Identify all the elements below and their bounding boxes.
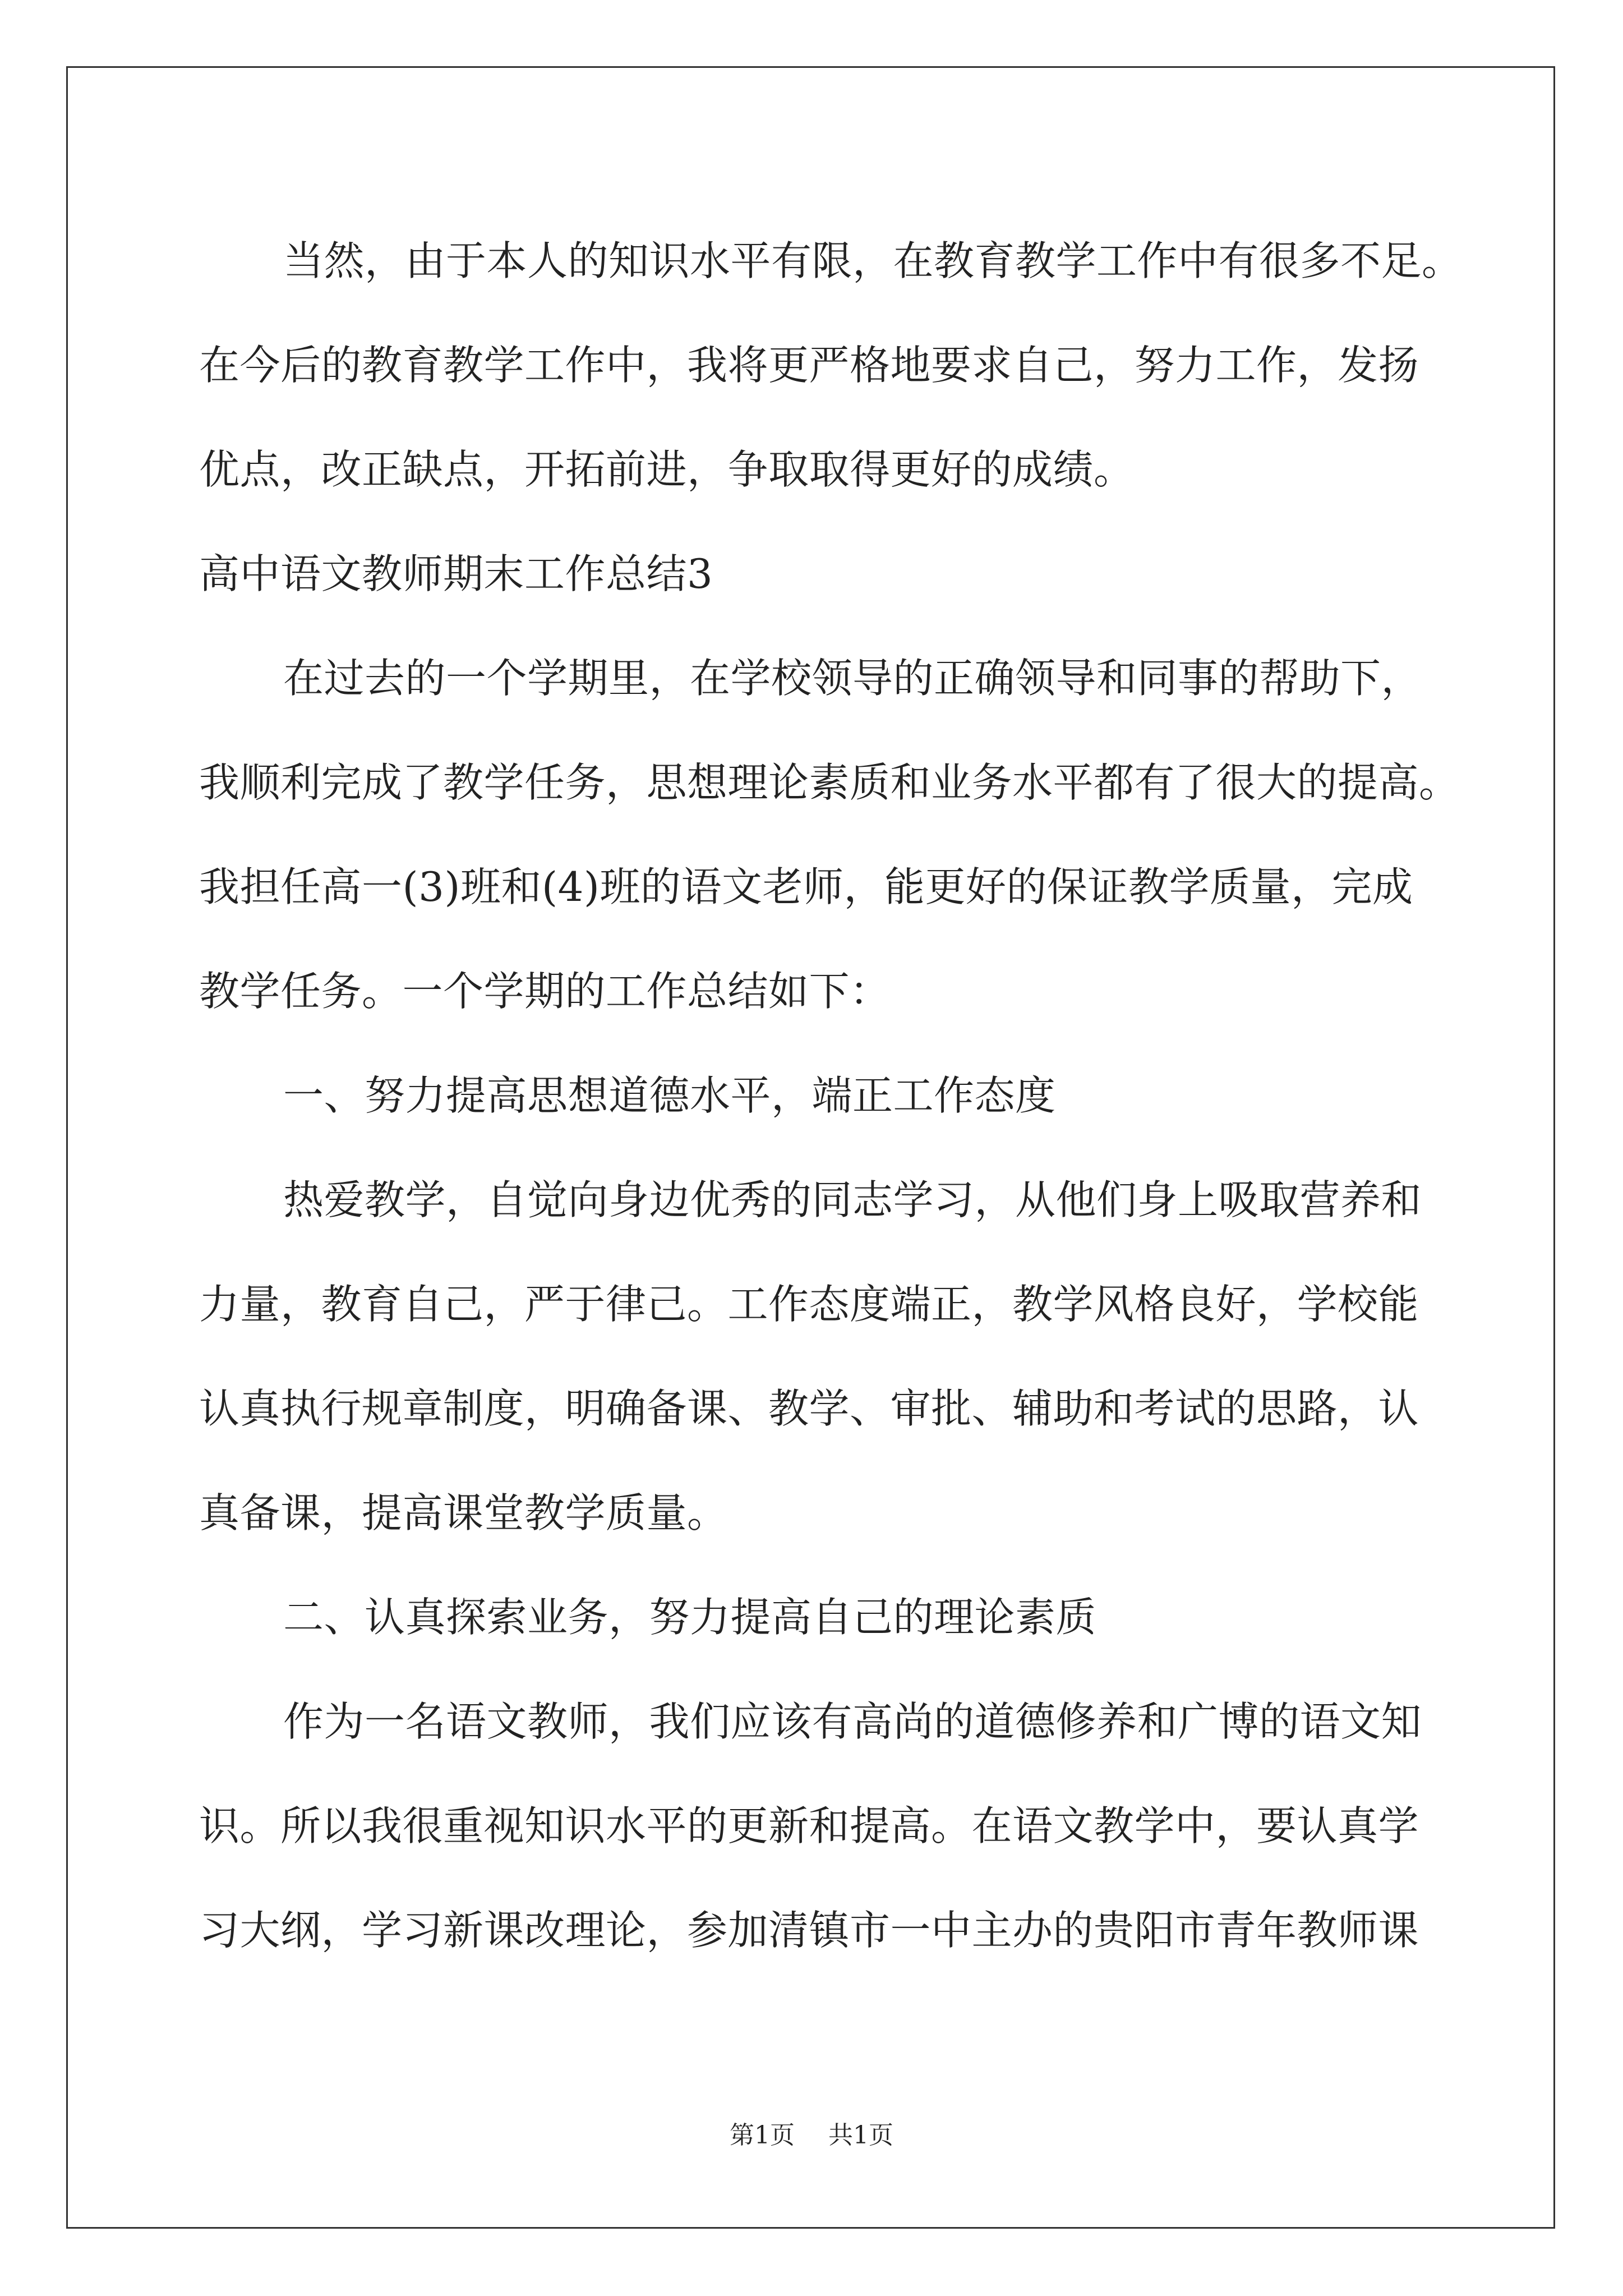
subheading: 一、努力提高思想道德水平，端正工作态度 bbox=[283, 1072, 1056, 1119]
text-line: 作为一名语文教师，我们应该有高尚的道德修养和广博的语文知 bbox=[283, 1698, 1422, 1745]
text-line: 在过去的一个学期里，在学校领导的正确领导和同事的帮助下， bbox=[283, 655, 1422, 702]
page-footer bbox=[0, 2115, 1623, 2151]
text-line: 热爱教学，自觉向身边优秀的同志学习，从他们身上吸取营养和 bbox=[283, 1176, 1422, 1223]
text-line: 教学任务。一个学期的工作总结如下： bbox=[199, 968, 891, 1015]
subheading: 二、认真探索业务，努力提高自己的理论素质 bbox=[283, 1594, 1097, 1641]
section-heading: 高中语文教师期末工作总结3 bbox=[199, 550, 713, 597]
text-line: 力量，教育自己，严于律己。工作态度端正，教学风格良好，学校能 bbox=[199, 1281, 1419, 1328]
page-total: 共1页 bbox=[828, 2121, 893, 2150]
text-line: 习大纲，学习新课改理论，参加清镇市一中主办的贵阳市青年教师课 bbox=[199, 1907, 1419, 1954]
text-line: 在今后的教育教学工作中，我将更严格地要求自己，努力工作，发扬 bbox=[199, 342, 1419, 389]
text-line: 识。所以我很重视知识水平的更新和提高。在语文教学中，要认真学 bbox=[199, 1802, 1419, 1849]
text-line: 真备课，提高课堂教学质量。 bbox=[199, 1489, 728, 1536]
text-line: 优点，改正缺点，开拓前进，争取取得更好的成绩。 bbox=[199, 446, 1135, 493]
document-body bbox=[199, 209, 1463, 1982]
text-line: 我担任高一(3)班和(4)班的语文老师，能更好的保证教学质量，完成 bbox=[199, 863, 1413, 910]
text-line: 当然，由于本人的知识水平有限，在教育教学工作中有很多不足。 bbox=[283, 237, 1463, 284]
text-line: 认真执行规章制度，明确备课、教学、审批、辅助和考试的思路，认 bbox=[199, 1385, 1419, 1432]
text-line: 我顺利完成了教学任务，思想理论素质和业务水平都有了很大的提高。 bbox=[199, 759, 1460, 806]
page-number: 第1页 bbox=[730, 2121, 795, 2150]
